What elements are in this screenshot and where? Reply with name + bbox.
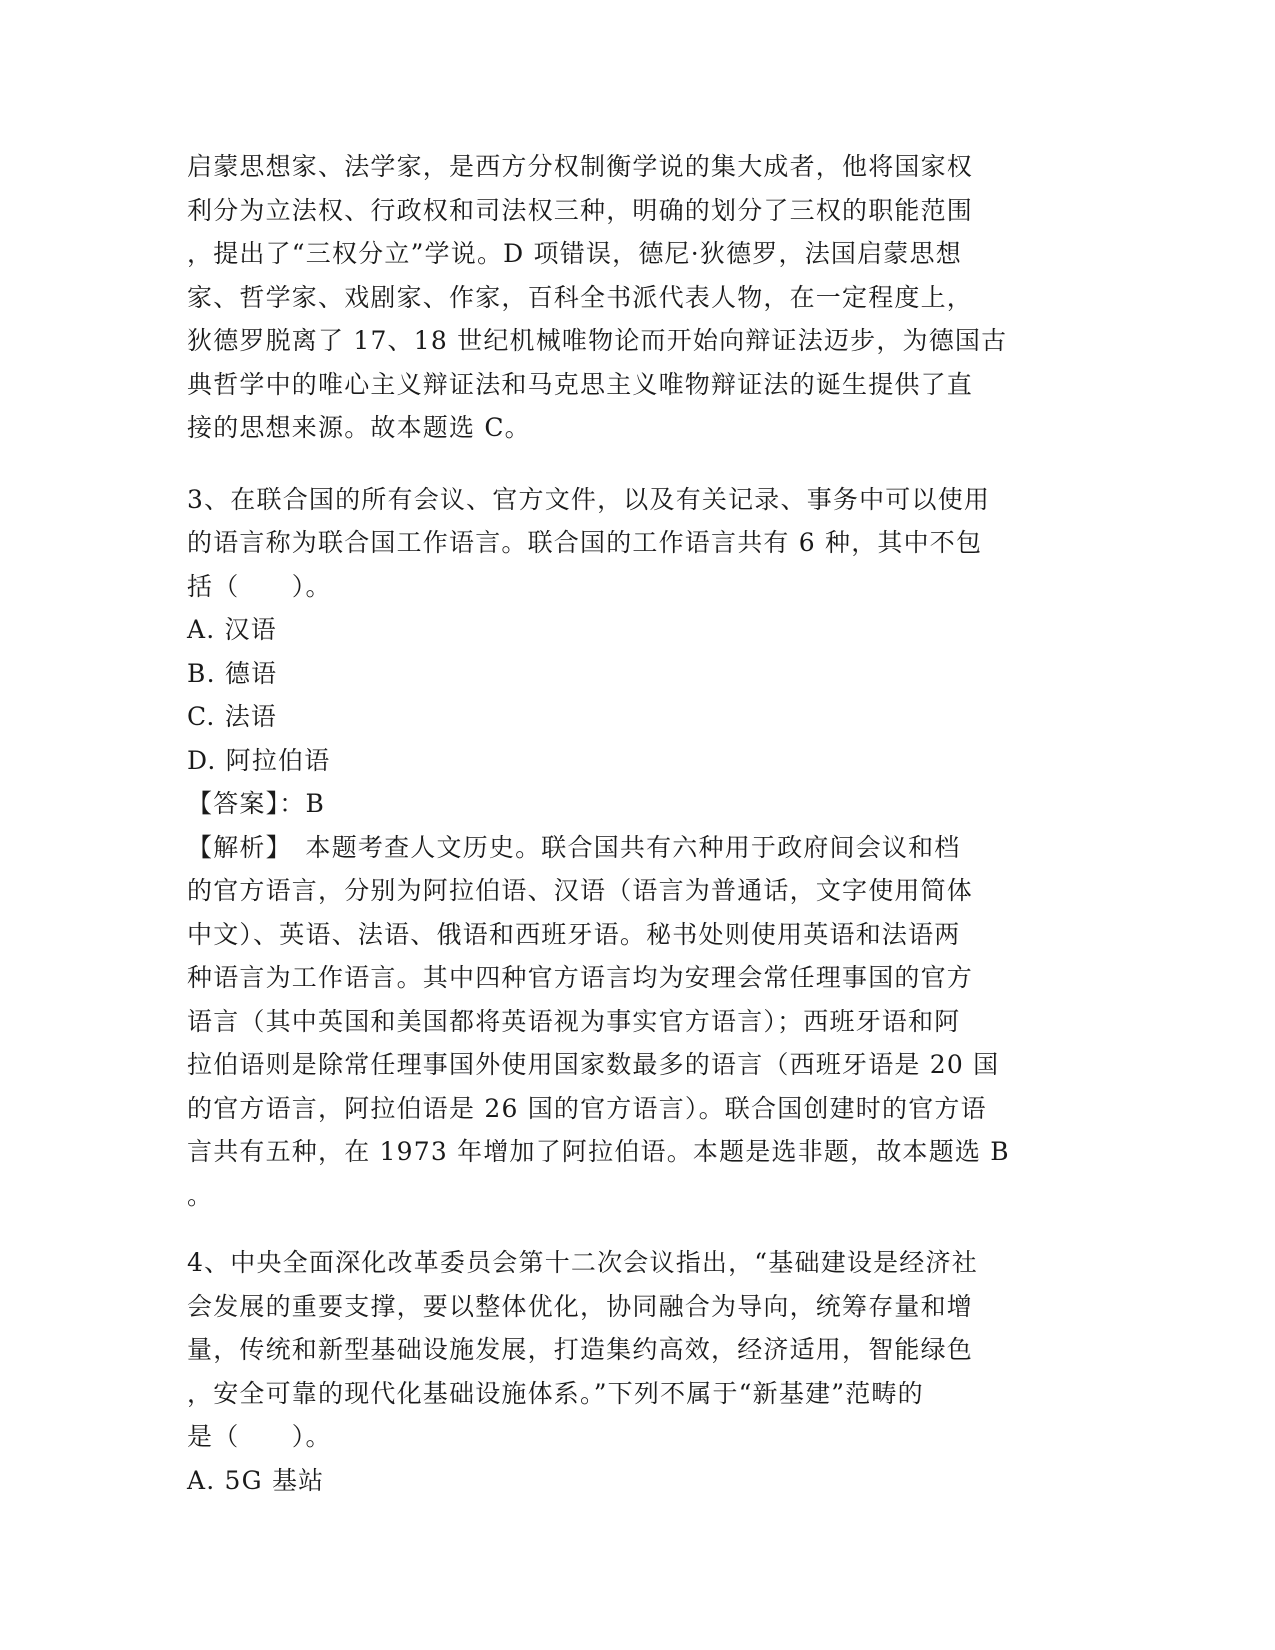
analysis-line: 的官方语言，阿拉伯语是 26 国的官方语言）。联合国创建时的官方语	[187, 1093, 987, 1123]
option-c: C. 法语	[187, 702, 278, 731]
question4-options	[187, 1459, 1087, 1503]
analysis-line: 狄德罗脱离了 17、18 世纪机械唯物论而开始向辩证法迈步，为德国古	[187, 326, 1008, 355]
stem-line: 括（ ）。	[187, 571, 332, 601]
analysis-line: 【解析】 本题考查人文历史。联合国共有六种用于政府间会议和档	[187, 832, 961, 862]
option-b: B. 德语	[187, 658, 278, 688]
analysis-line: 语言（其中英国和美国都将英语视为事实官方语言）；西班牙语和阿	[187, 1006, 961, 1036]
option-d: D. 阿拉伯语	[187, 745, 331, 775]
question3-analysis	[187, 826, 1087, 1218]
analysis-line: 的官方语言，分别为阿拉伯语、汉语（语言为普通话，文字使用简体	[187, 876, 974, 905]
analysis-line: 。	[187, 1180, 214, 1210]
question2-analysis-tail	[187, 145, 1087, 450]
stem-line: 量，传统和新型基础设施发展，打造集约高效，经济适用，智能绿色	[187, 1335, 974, 1364]
analysis-line: 家、哲学家、戏剧家、作家，百科全书派代表人物，在一定程度上，	[187, 282, 974, 312]
analysis-line: 利分为立法权、行政权和司法权三种，明确的划分了三权的职能范围	[187, 195, 974, 225]
spacer	[187, 1217, 1087, 1241]
analysis-line: ，提出了“三权分立”学说。D 项错误，德尼·狄德罗，法国启蒙思想	[187, 239, 962, 268]
question3-answer: 【答案】：B	[187, 789, 326, 818]
option-a: A. 汉语	[187, 615, 277, 644]
option-a: A. 5G 基站	[187, 1465, 325, 1495]
analysis-line: 接的思想来源。故本题选 C。	[187, 413, 531, 442]
spacer	[187, 450, 1087, 478]
stem-line: ，安全可靠的现代化基础设施体系。”下列不属于“新基建”范畴的	[187, 1378, 924, 1408]
page-content	[187, 145, 1087, 1502]
analysis-line: 启蒙思想家、法学家，是西方分权制衡学说的集大成者，他将国家权	[187, 152, 974, 181]
question-3	[187, 478, 1087, 1218]
stem-line: 的语言称为联合国工作语言。联合国的工作语言共有 6 种，其中不包	[187, 528, 983, 557]
stem-line: 会发展的重要支撑，要以整体优化，协同融合为导向，统筹存量和增	[187, 1291, 974, 1321]
question-4	[187, 1241, 1087, 1502]
analysis-line: 种语言为工作语言。其中四种官方语言均为安理会常任理事国的官方	[187, 963, 974, 992]
question3-stem	[187, 478, 1087, 609]
analysis-line: 中文）、英语、法语、俄语和西班牙语。秘书处则使用英语和法语两	[187, 919, 961, 949]
stem-line: 3、在联合国的所有会议、官方文件，以及有关记录、事务中可以使用	[187, 484, 991, 514]
analysis-line: 典哲学中的唯心主义辩证法和马克思主义唯物辩证法的诞生提供了直	[187, 369, 974, 399]
analysis-line: 言共有五种，在 1973 年增加了阿拉伯语。本题是选非题，故本题选 B	[187, 1137, 1010, 1166]
stem-line: 是（ ）。	[187, 1422, 332, 1451]
analysis-line: 拉伯语则是除常任理事国外使用国家数最多的语言（西班牙语是 20 国	[187, 1050, 1000, 1079]
question4-stem	[187, 1241, 1087, 1459]
question3-options	[187, 608, 1087, 782]
stem-line: 4、中央全面深化改革委员会第十二次会议指出，“基础建设是经济社	[187, 1248, 978, 1277]
